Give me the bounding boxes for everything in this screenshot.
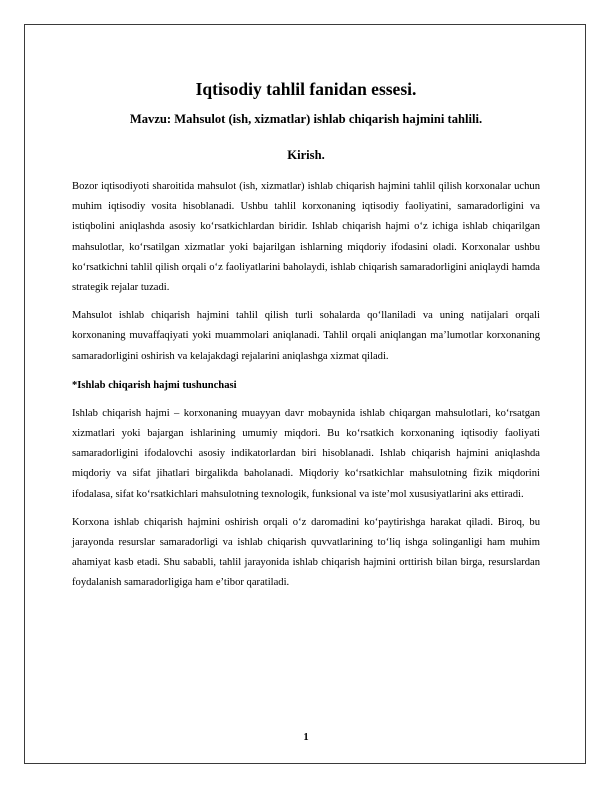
document-body [72,78,540,594]
paragraph: Mahsulot ishlab chiqarish hajmini tahlil qilish turli sohalarda qo‘llaniladi va uning natijalari orqali korxonaning muvaffaqiyati yoki muammolari aniqlanadi. Tahlil orqali aniqlangan ma’lumotlar korxonaning samaradorligini oshirish va kelajakdagi rejalarini aniqlashga xizmat qiladi. [72,310,540,362]
document-title: Iqtisodiy tahlil fanidan essesi. [195,79,417,99]
paragraph: Ishlab chiqarish hajmi – korxonaning muayyan davr mobaynida ishlab chiqargan mahsulotlari, ko‘rsatgan xizmatlari yoki bajargan ishlarining umumiy miqdori. Bu ko‘rsatkich korxonaning iqtisodiy faoliyati samaradorligini ifodalovchi asosiy indikatorlardan biri hisoblanadi. Ishlab chiqarish hajmini aniqlashda miqdoriy va sifat jihatlari birgalikda baholanadi. Miqdoriy ko‘rsatkichlar mahsulotning fizik miqdorini ifodalasa, sifat ko‘rsatkichlari mahsulotning texnologik, funksional va iste’mol xususiyatlarini aks ettiradi. [72,407,540,500]
section-heading-introduction: Kirish. [287,148,325,162]
document-subtitle: Mavzu: Mahsulot (ish, xizmatlar) ishlab chiqarish hajmini tahlili. [129,112,483,126]
paragraph: Korxona ishlab chiqarish hajmini oshirish orqali o‘z daromadini ko‘paytirishga harakat qiladi. Biroq, bu jarayonda resurslar samaradorligi va ishlab chiqarish quvvatlarining to‘liq ishga solinganligi ham muhim ahamiyat kasb etadi. Shu sababli, tahlil jarayonida ishlab chiqarish hajmini orttirish bilan birga, resurslardan foydalanish samaradorligiga ham e’tibor qaratiladi. [72,516,540,589]
paragraph: Bozor iqtisodiyoti sharoitida mahsulot (ish, xizmatlar) ishlab chiqarish hajmini tahlil qilish korxonalar uchun muhim iqtisodiy vosita hisoblanadi. Ushbu tahlil korxonaning iqtisodiy faoliyatini, samaradorligini va istiqbolini aniqlashda asosiy ko‘rsatkichlardan biridir. Ishlab chiqarish hajmi o‘z ichiga ishlab chiqarilgan mahsulotlar, ko‘rsatilgan xizmatlar yoki bajarilgan ishlarning miqdoriy ifodasini oladi. Korxonalar ushbu ko‘rsatkichni tahlil qilish orqali o‘z faoliyatlarini baholaydi, ishlab chiqarish samaradorligini aniqlaydi hamda strategik rejalar tuzadi. [72,181,540,294]
sub-heading: *Ishlab chiqarish hajmi tushunchasi [72,379,237,391]
page-number: 1 [303,732,309,743]
